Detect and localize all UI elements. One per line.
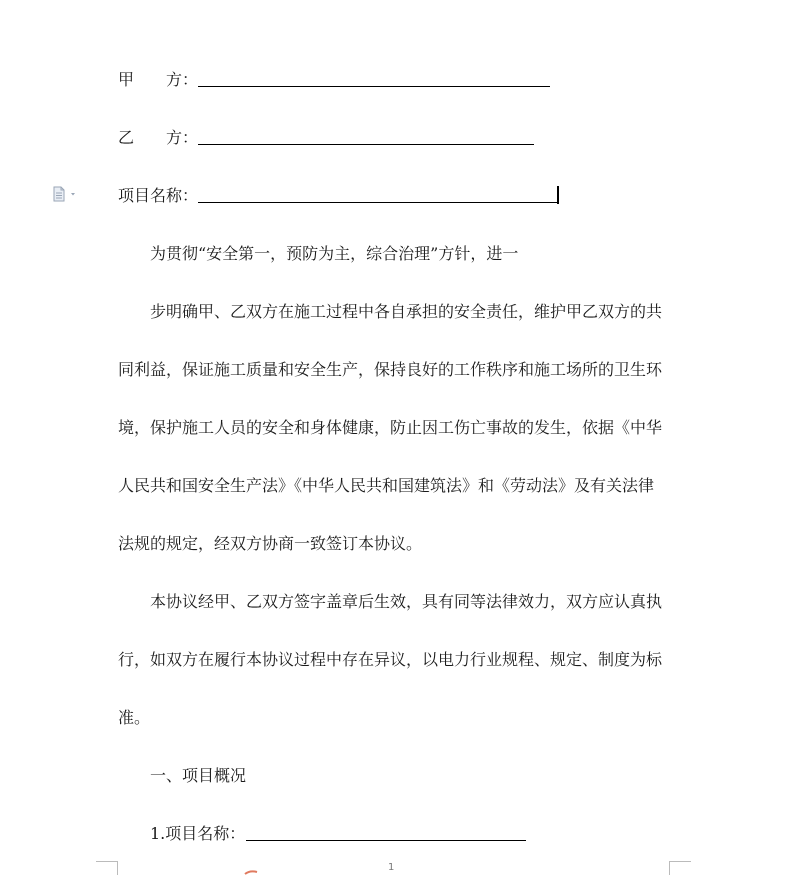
document-icon[interactable]	[52, 186, 78, 202]
page-number: 1	[388, 862, 395, 873]
party-a-blank[interactable]	[198, 86, 550, 87]
project-name-label: 项目名称：	[118, 186, 199, 205]
intro-line-3: 同利益，保证施工质量和安全生产，保持良好的工作秩序和施工场所的卫生环	[118, 360, 663, 379]
intro-line-1: 为贯彻“安全第一，预防为主，综合治理”方针，进一	[150, 244, 519, 263]
party-b-label: 乙 方：	[118, 128, 199, 147]
crop-mark-right	[669, 861, 691, 875]
crop-mark-left	[96, 861, 118, 875]
effect-line-1: 本协议经甲、乙双方签字盖章后生效，具有同等法律效力，双方应认真执	[150, 592, 663, 611]
text-cursor	[557, 186, 559, 204]
effect-line-3: 准。	[118, 708, 151, 727]
item1-label: 1.项目名称：	[150, 824, 246, 843]
chevron-down-icon	[71, 193, 75, 196]
intro-line-2: 步明确甲、乙双方在施工过程中各自承担的安全责任，维护甲乙双方的共	[150, 302, 663, 321]
effect-line-2: 行，如双方在履行本协议过程中存在异议，以电力行业规程、规定、制度为标	[118, 650, 663, 669]
project-name-blank[interactable]	[198, 202, 558, 203]
intro-line-6: 法规的规定，经双方协商一致签订本协议。	[118, 534, 423, 553]
party-b-blank[interactable]	[198, 144, 534, 145]
red-mark	[244, 869, 258, 875]
intro-line-5: 人民共和国安全生产法》《中华人民共和国建筑法》和《劳动法》及有关法律	[118, 476, 655, 495]
section-heading: 一、项目概况	[150, 766, 247, 785]
party-a-label: 甲 方：	[118, 70, 199, 89]
intro-line-4: 境，保护施工人员的安全和身体健康，防止因工伤亡事故的发生，依据《中华	[118, 418, 663, 437]
item1-blank[interactable]	[246, 840, 526, 841]
